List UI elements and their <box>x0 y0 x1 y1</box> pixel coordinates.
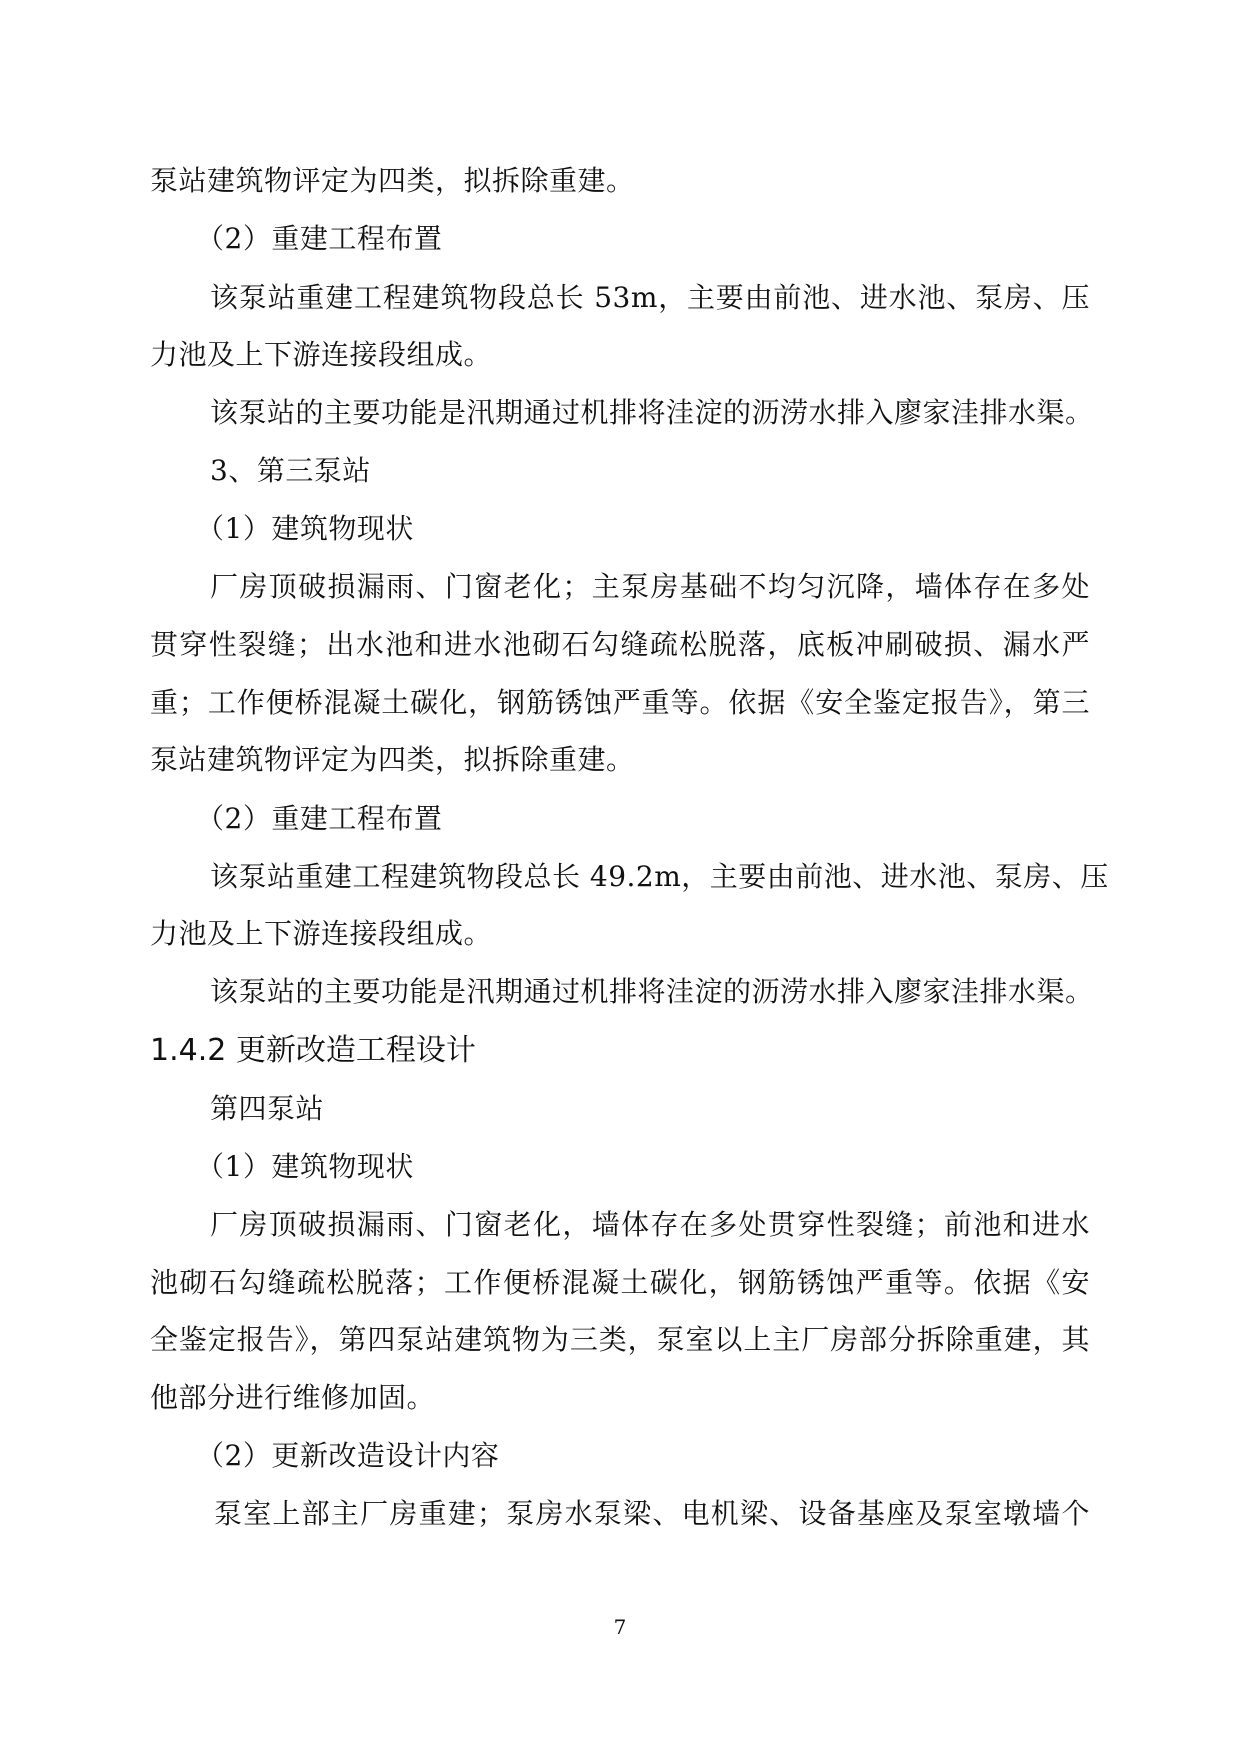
paragraph-line: 泵站建筑物评定为四类，拟拆除重建。 <box>150 164 635 197</box>
paragraph-line: 厂房顶破损漏雨、门窗老化；主泵房基础不均匀沉降，墙体存在多处 <box>210 570 1090 603</box>
paragraph-line: 该泵站重建工程建筑物段总长 49.2m，主要由前池、进水池、泵房、压 <box>210 860 1109 893</box>
section-heading: 3、第三泵站 <box>210 454 371 487</box>
paragraph-line: 该泵站重建工程建筑物段总长 53m，主要由前池、进水池、泵房、压 <box>210 281 1090 314</box>
paragraph-line: 力池及上下游连接段组成。 <box>150 338 493 371</box>
paragraph-line: 重；工作便桥混凝土碳化，钢筋锈蚀严重等。依据《安全鉴定报告》，第三 <box>150 686 1090 719</box>
paragraph-line: 池砌石勾缝疏松脱落；工作便桥混凝土碳化，钢筋锈蚀严重等。依据《安 <box>150 1266 1090 1299</box>
paragraph-line: 全鉴定报告》，第四泵站建筑物为三类，泵室以上主厂房部分拆除重建，其 <box>150 1323 1090 1356</box>
paragraph-line: 他部分进行维修加固。 <box>150 1381 436 1414</box>
section-heading: 第四泵站 <box>210 1092 325 1125</box>
subsection-heading: （2）更新改造设计内容 <box>196 1439 500 1472</box>
paragraph-line: 该泵站的主要功能是汛期通过机排将洼淀的沥涝水排入廖家洼排水渠。 <box>210 975 1094 1008</box>
paragraph-line: 该泵站的主要功能是汛期通过机排将洼淀的沥涝水排入廖家洼排水渠。 <box>210 396 1094 429</box>
page-number: 7 <box>613 1615 627 1639</box>
paragraph-line: 泵站建筑物评定为四类，拟拆除重建。 <box>150 743 635 776</box>
paragraph-line: 泵室上部主厂房重建；泵房水泵梁、电机梁、设备基座及泵室墩墙个 <box>214 1497 1090 1530</box>
subsection-heading: （2）重建工程布置 <box>196 802 443 835</box>
paragraph-line: 厂房顶破损漏雨、门窗老化，墙体存在多处贯穿性裂缝；前池和进水 <box>210 1208 1090 1241</box>
paragraph-line: 力池及上下游连接段组成。 <box>150 917 493 950</box>
paragraph-line: 贯穿性裂缝；出水池和进水池砌石勾缝疏松脱落，底板冲刷破损、漏水严 <box>150 628 1090 661</box>
section-title: 1.4.2 更新改造工程设计 <box>150 1033 476 1068</box>
subsection-heading: （1）建筑物现状 <box>196 512 414 545</box>
subsection-heading: （1）建筑物现状 <box>196 1150 414 1183</box>
subsection-heading: （2）重建工程布置 <box>196 222 443 255</box>
